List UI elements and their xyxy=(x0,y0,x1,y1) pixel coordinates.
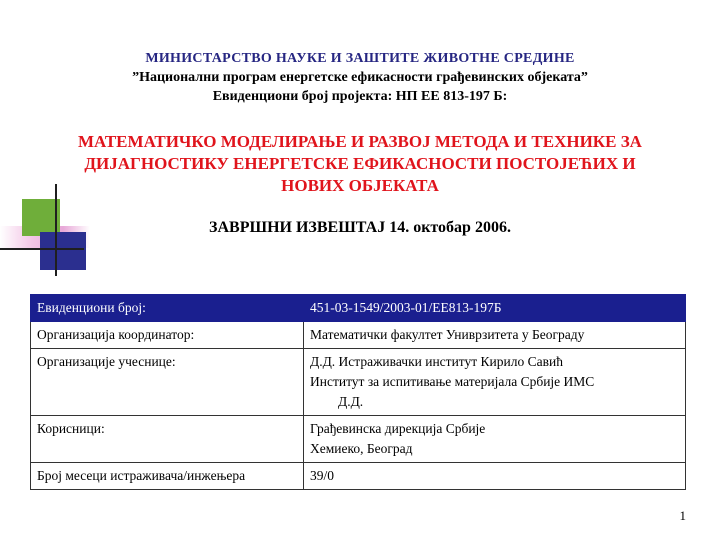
table-row xyxy=(31,463,686,490)
row-value xyxy=(304,349,686,416)
decorative-horizontal-line xyxy=(0,248,84,250)
table-row xyxy=(31,416,686,463)
row-value: Математички факултет Униврзитета у Београду xyxy=(304,322,686,349)
final-report-date: ЗАВРШНИ ИЗВЕШТАЈ 14. октобар 2006. xyxy=(209,219,511,236)
beneficiary-line: Грађевинска дирекција Србије xyxy=(310,421,486,436)
report-title xyxy=(40,131,680,197)
row-label: Организација координатор: xyxy=(31,322,304,349)
ministry-heading: МИНИСТАРСТВО НАУКЕ И ЗАШТИТЕ ЖИВОТНЕ СРЕДИНЕ xyxy=(145,51,575,66)
row-label: Евиденциони број: xyxy=(31,295,304,322)
report-title-line: МАТЕМАТИЧКО МОДЕЛИРАЊЕ И РАЗВОЈ МЕТОДА И ТЕХНИКЕ ЗА xyxy=(78,132,642,151)
decorative-navy-square xyxy=(40,232,86,270)
report-title-line: НОВИХ ОБЈЕКАТА xyxy=(281,176,439,195)
row-label: Организације учеснице: xyxy=(31,349,304,416)
participant-line: Институт за испитивање материјала Србије ИМС xyxy=(310,374,595,389)
row-value: 39/0 xyxy=(304,463,686,490)
row-label: Број месеци истраживача/инжењера xyxy=(31,463,304,490)
program-heading: ”Национални програм енергетске ефикасности грађевинских објеката” xyxy=(132,70,588,85)
table-row xyxy=(31,322,686,349)
row-value: 451-03-1549/2003-01/ЕЕ813-197Б xyxy=(304,295,686,322)
report-title-line: ДИЈАГНОСТИКУ ЕНЕРГЕТСКЕ ЕФИКАСНОСТИ ПОСТОЈЕЋИХ И xyxy=(84,154,636,173)
project-info-table xyxy=(30,294,686,490)
row-label: Корисници: xyxy=(31,416,304,463)
decorative-vertical-line xyxy=(55,184,57,276)
project-evidence-number: Евиденциони број пројекта: НП ЕЕ 813-197 Б: xyxy=(212,89,508,104)
table-row xyxy=(31,295,686,322)
row-value xyxy=(304,416,686,463)
participant-line: Д.Д. xyxy=(338,394,364,409)
page-number: 1 xyxy=(679,508,686,523)
beneficiary-line: Хемиеко, Београд xyxy=(310,441,413,456)
participant-line: Д.Д. Истраживачки институт Кирило Савић xyxy=(310,354,563,369)
table-row xyxy=(31,349,686,416)
